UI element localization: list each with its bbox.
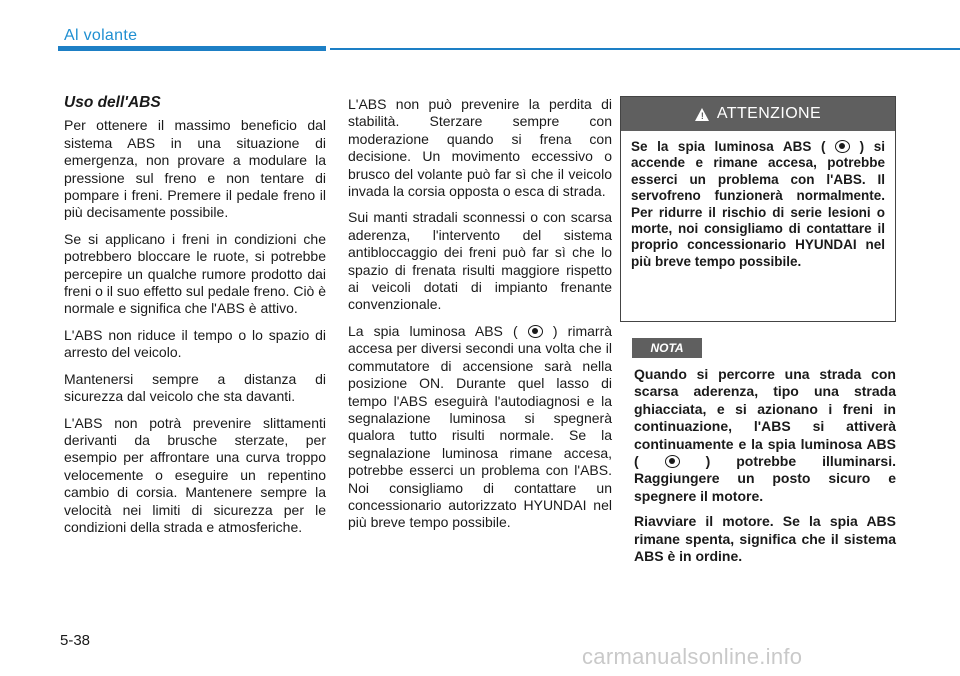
- note-badge: NOTA: [632, 338, 702, 358]
- text-fragment: ) potrebbe illuminarsi. Raggiungere un posto sicuro e spegnere il motore.: [634, 453, 896, 504]
- paragraph: L'ABS non riduce il tempo o lo spazio di arresto del veicolo.: [64, 326, 326, 361]
- text-fragment: Quando si percorre una strada con scarsa aderenza, tipo una strada ghiacciata, e si azionano i freni in continuazione, l'ABS si attiverà continuamente e la spia luminosa ABS (: [634, 366, 896, 470]
- text-fragment: ) rimarrà accesa per diversi secondi una volta che il commutatore di accensione sarà nella posizione ON. Durante quel lasso di tempo l'ABS eseguirà l'autodiagnosi e la segnalazione luminosa si spegnerà qualora tutto risulti normale. Se la segnalazione luminosa rimane accesa, potrebbe esserci un problema con l'ABS. Noi consigliamo di contattare un concessionario autorizzato HYUNDAI nel più breve tempo possibile.: [348, 322, 613, 531]
- warning-header: [621, 97, 895, 131]
- note-paragraph: [634, 366, 896, 505]
- page-number: 5-38: [60, 632, 91, 649]
- text-fragment: ) si accende e rimane accesa, potrebbe esserci un problema con l'ABS. Il servofreno funzionerà normalmente. Per ridurre il rischio di serie lesioni o morte, noi consigliamo di contattare il proprio concessionario HYUNDAI nel più breve tempo possibile.: [631, 139, 885, 269]
- abs-warning-lamp-icon: [835, 140, 850, 153]
- abs-usage-heading: Uso dell'ABS: [64, 94, 161, 111]
- text-fragment: Se la spia luminosa ABS (: [631, 139, 826, 154]
- header-rule-thin: [330, 48, 960, 50]
- abs-warning-lamp-icon: [665, 455, 680, 468]
- paragraph: L'ABS non può prevenire la perdita di stabilità. Sterzare sempre con moderazione quando si frena con decisione. Un movimento eccessivo o brusco del volante può far sì che il veicolo invada la corsia opposta o esca di strada.: [348, 96, 612, 200]
- text-fragment: La spia luminosa ABS (: [348, 322, 518, 339]
- middle-column: [348, 96, 612, 541]
- warning-text: [621, 131, 895, 270]
- paragraph: Sui manti stradali sconnessi o con scarsa aderenza, l'intervento del sistema antibloccaggio dei freni può far sì che lo spazio di frenata risulti maggiore rispetto ai veicoli dotati di impianto frenante convenzionale.: [348, 209, 612, 313]
- paragraph: Se si applicano i freni in condizioni che potrebbero bloccare le ruote, si potrebbe percepire un qualche rumore prodotto dai freni o il suo effetto sul pedale freno. Ciò è normale e significa che l'ABS è attivo.: [64, 230, 327, 317]
- paragraph: Mantenersi sempre a distanza di sicurezza dal veicolo che sta davanti.: [64, 370, 326, 405]
- abs-warning-lamp-icon: [528, 325, 543, 338]
- warning-box: [620, 96, 896, 322]
- paragraph: Per ottenere il massimo beneficio dal sistema ABS in una situazione di emergenza, non provare a modulare la pressione sul freno e non tentare di pompare i freni. Premere il pedale freno il più decisamente possibile.: [64, 117, 326, 221]
- header-rule-thick: [58, 46, 326, 51]
- left-column: [64, 94, 326, 545]
- warning-title: ATTENZIONE: [716, 105, 822, 122]
- note-text: [634, 366, 896, 573]
- watermark: carmanualsonline.info: [582, 644, 803, 669]
- abs-lamp-paragraph: [348, 323, 612, 532]
- warning-triangle-icon: !: [695, 108, 709, 121]
- section-title: Al volante: [64, 27, 138, 44]
- paragraph: L'ABS non potrà prevenire slittamenti derivanti da brusche sterzate, per esempio per affrontare una curva troppo velocemente o eseguire un repentino cambio di corsia. Mantenere sempre la velocità nei limiti di sicurezza per le condizioni della strada e atmosferiche.: [64, 414, 326, 535]
- note-paragraph: Riavviare il motore. Se la spia ABS rimane spenta, significa che il sistema ABS è in ordine.: [634, 513, 896, 565]
